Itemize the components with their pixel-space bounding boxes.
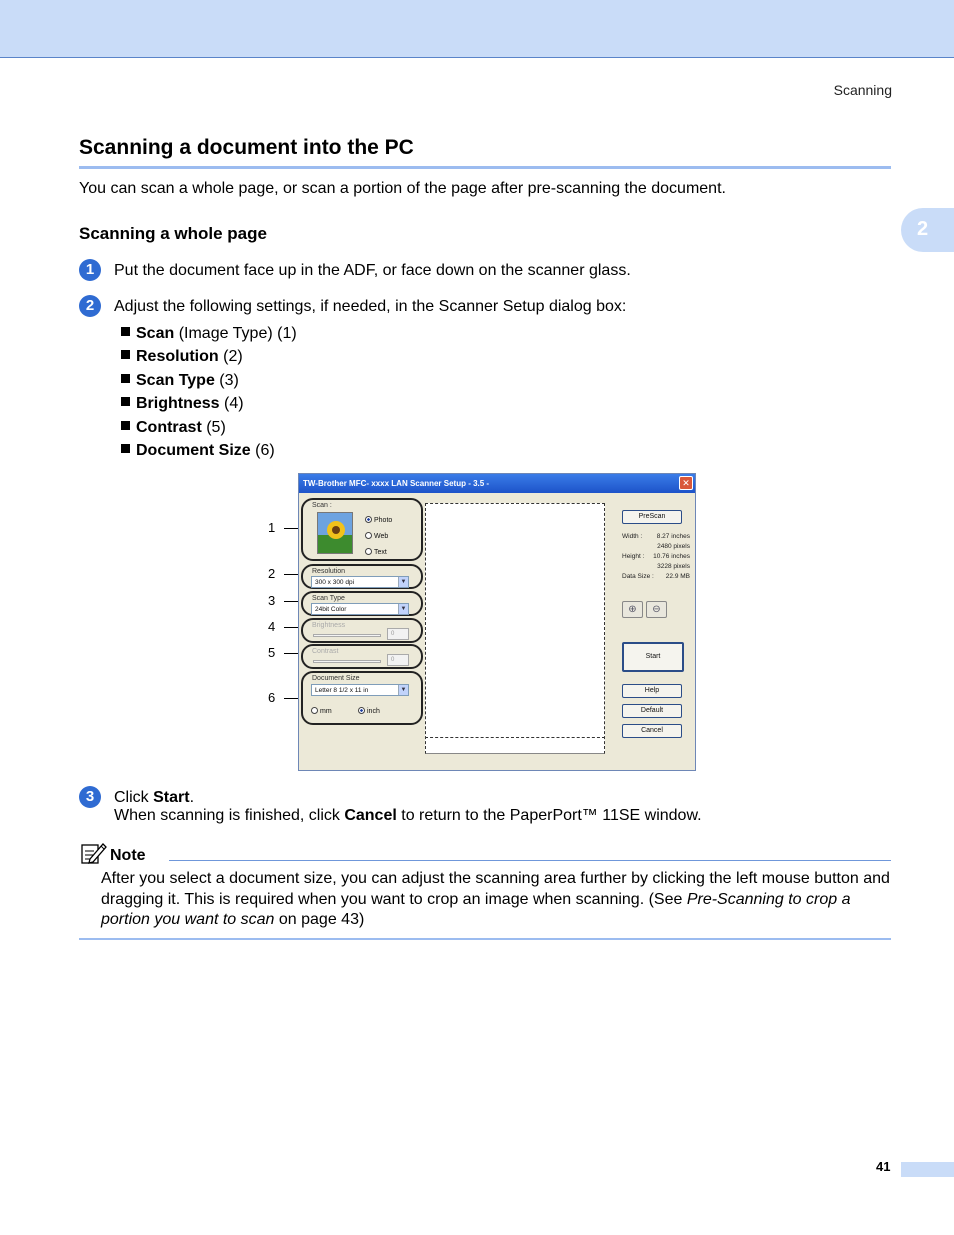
cancel-button[interactable]: Cancel [622, 724, 682, 738]
bullet-square-icon [121, 444, 130, 453]
list-item: Brightness (4) [121, 394, 297, 417]
note-pencil-icon [81, 842, 107, 864]
start-button[interactable]: Start [622, 642, 684, 672]
resolution-label: Resolution [312, 568, 346, 575]
page-number: 41 [876, 1159, 891, 1174]
zoom-out-icon[interactable]: ⊖ [646, 601, 667, 618]
step-text: Click Start. [114, 789, 195, 806]
brightness-group [301, 618, 423, 643]
scan-type-label: Scan Type [312, 595, 345, 602]
section-title: Scanning a document into the PC [79, 136, 891, 169]
contrast-group [301, 644, 423, 669]
chevron-down-icon: ▼ [398, 685, 408, 695]
resolution-group [301, 564, 423, 589]
brightness-value[interactable]: 0 [387, 628, 409, 640]
chevron-down-icon: ▼ [398, 577, 408, 587]
info-row: 2480 pixels [657, 543, 690, 550]
bullet-square-icon [121, 327, 130, 336]
scan-info-panel [622, 532, 690, 582]
callout-label: 5 [268, 645, 275, 660]
close-icon[interactable]: ✕ [679, 476, 693, 490]
contrast-value[interactable]: 0 [387, 654, 409, 666]
list-item: Contrast (5) [121, 418, 297, 441]
step-text: Put the document face up in the ADF, or face down on the scanner glass. [114, 262, 631, 279]
radio-inch[interactable]: inch [358, 707, 380, 715]
list-item: Document Size (6) [121, 441, 297, 464]
scan-type-group [301, 591, 423, 616]
radio-mm[interactable]: mm [311, 707, 332, 715]
brightness-slider[interactable] [313, 634, 381, 637]
resolution-select[interactable]: 300 x 300 dpi ▼ [311, 576, 409, 588]
step-number-badge: 2 [79, 295, 101, 317]
scan-label: Scan : [312, 502, 332, 509]
zoom-in-icon[interactable]: ⊕ [622, 601, 643, 618]
running-header: Scanning [833, 82, 892, 98]
radio-text[interactable]: Text [365, 548, 387, 556]
scan-image-type-group [301, 498, 423, 561]
contrast-slider[interactable] [313, 660, 381, 663]
default-button[interactable]: Default [622, 704, 682, 718]
document-size-select[interactable]: Letter 8 1/2 x 11 in ▼ [311, 684, 409, 696]
radio-photo[interactable]: Photo [365, 516, 392, 524]
callout-label: 2 [268, 566, 275, 581]
page-number-tab [901, 1162, 954, 1177]
scanner-setup-dialog [298, 473, 696, 771]
brightness-label: Brightness [312, 622, 346, 629]
document-size-group [301, 671, 423, 725]
radio-icon [365, 532, 372, 539]
chapter-number: 2 [917, 218, 929, 240]
note-header [79, 842, 891, 862]
contrast-label: Contrast [312, 648, 339, 655]
bullet-square-icon [121, 374, 130, 383]
list-item: Scan (Image Type) (1) [121, 324, 297, 347]
radio-selected-icon [365, 516, 372, 523]
bullet-square-icon [121, 421, 130, 430]
bullet-square-icon [121, 397, 130, 406]
document-size-label: Document Size [312, 675, 360, 682]
subsection-title: Scanning a whole page [79, 224, 267, 243]
radio-selected-icon [358, 707, 365, 714]
note-divider [169, 860, 891, 861]
callout-label: 3 [268, 593, 275, 608]
scan-type-select[interactable]: 24bit Color ▼ [311, 603, 409, 615]
dialog-title: TW-Brother MFC- xxxx LAN Scanner Setup - 3.5 - [299, 474, 695, 493]
radio-web[interactable]: Web [365, 532, 388, 540]
chevron-down-icon: ▼ [398, 604, 408, 614]
intro-paragraph: You can scan a whole page, or scan a portion of the page after pre-scanning the document. [79, 180, 726, 197]
step-number-badge: 1 [79, 259, 101, 281]
help-button[interactable]: Help [622, 684, 682, 698]
photo-preview-icon [317, 512, 353, 554]
info-row: Height : 10.76 inches [622, 553, 690, 560]
prescan-button[interactable]: PreScan [622, 510, 682, 524]
info-row: Data Size : 22.9 MB [622, 573, 690, 580]
scan-preview-area[interactable] [425, 503, 605, 754]
top-header-band [0, 0, 954, 58]
callout-label: 1 [268, 520, 275, 535]
step-3-followup: When scanning is finished, click Cancel to return to the PaperPort™ 11SE window. [114, 807, 702, 824]
info-row: 3228 pixels [657, 563, 690, 570]
chapter-tab [901, 208, 954, 252]
step-number-badge: 3 [79, 786, 101, 808]
list-item: Scan Type (3) [121, 371, 297, 394]
radio-icon [311, 707, 318, 714]
settings-list [121, 324, 297, 464]
radio-icon [365, 548, 372, 555]
note-bottom-divider [79, 938, 891, 940]
callout-label: 4 [268, 619, 275, 634]
info-row: Width : 8.27 inches [622, 533, 690, 540]
callout-label: 6 [268, 690, 275, 705]
preview-divider [425, 737, 605, 754]
list-item: Resolution (2) [121, 347, 297, 370]
step-text: Adjust the following settings, if needed, in the Scanner Setup dialog box: [114, 298, 627, 315]
note-body: After you select a document size, you can adjust the scanning area further by clicking the left mouse button and dragging it. This is required when you want to crop an image when scanning. (See Pre-Scanning to crop a portion you want to scan on page 43) [101, 870, 890, 928]
bullet-square-icon [121, 350, 130, 359]
note-label: Note [110, 847, 146, 864]
